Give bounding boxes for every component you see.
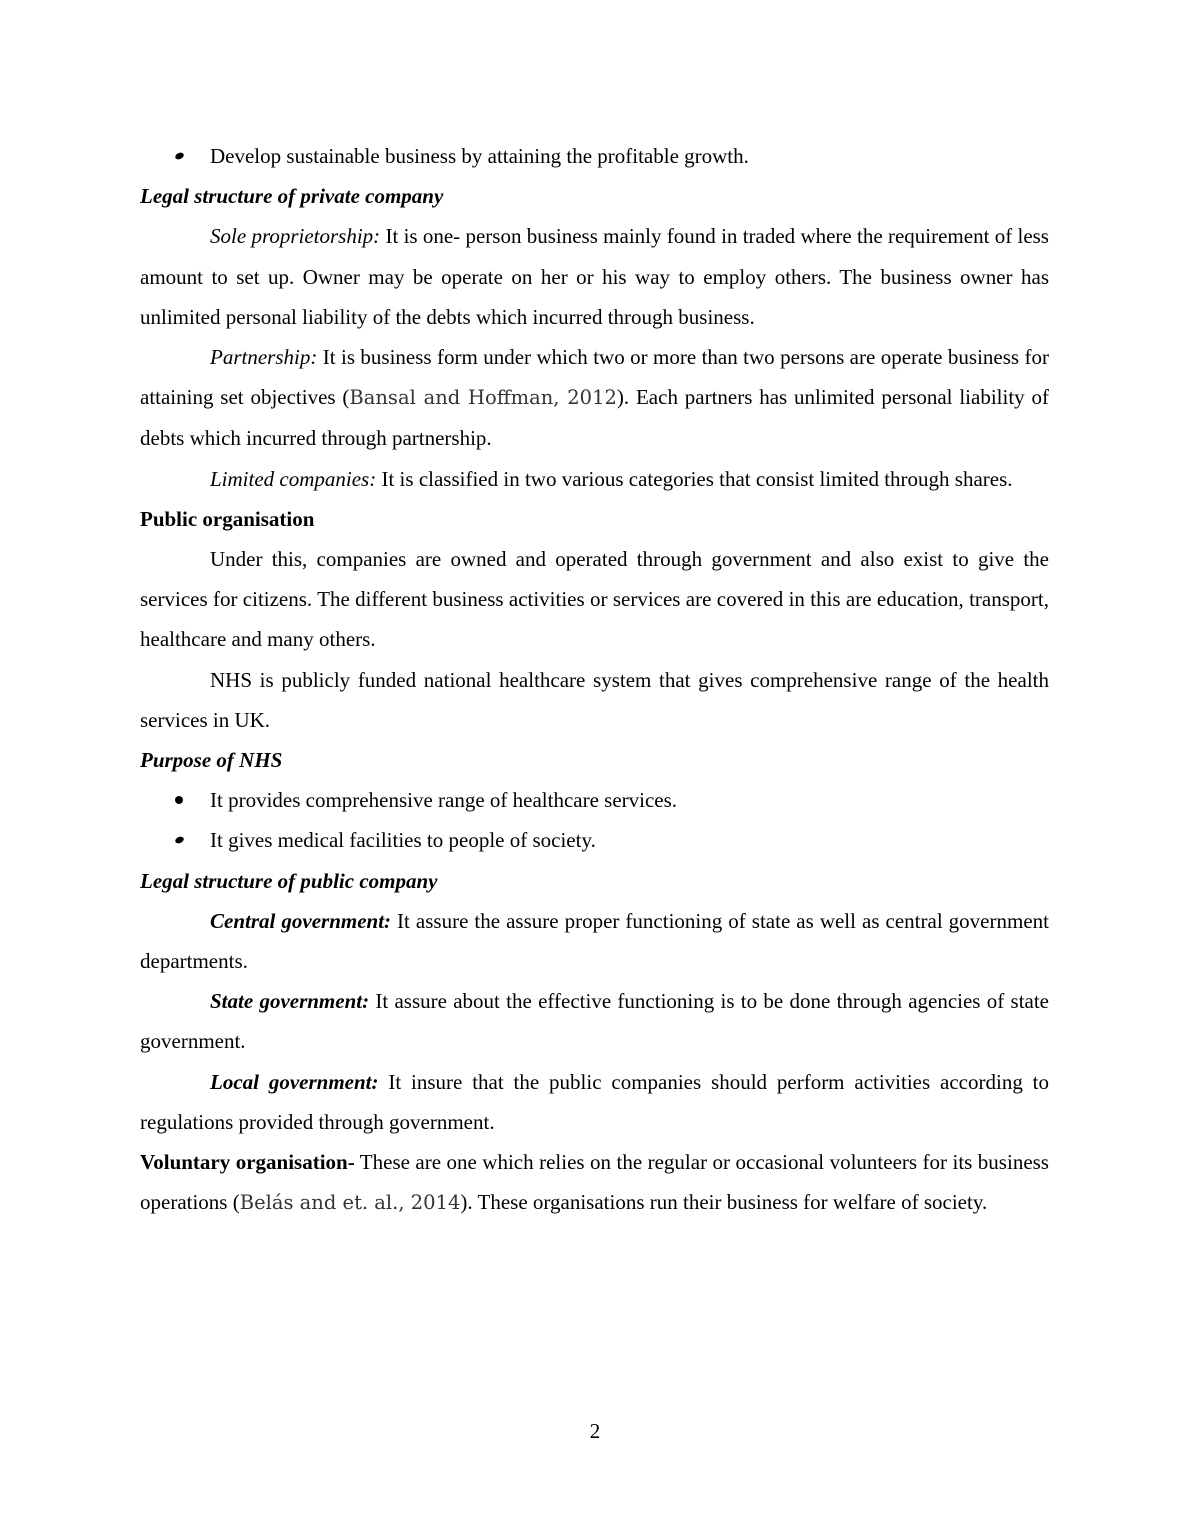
heading-purpose-nhs: Purpose of NHS xyxy=(140,748,283,773)
paragraph-central-government xyxy=(140,901,1049,981)
citation-bansal-hoffman: Bansal and Hoffman, 2012 xyxy=(349,386,617,410)
limited-companies-text: It is classified in two various categories that consist limited through shares. xyxy=(376,466,1013,491)
document-body xyxy=(140,136,1049,1223)
paragraph-voluntary-organisation xyxy=(140,1142,1049,1223)
term-local-government: Local government: xyxy=(210,1069,379,1094)
page-number: 2 xyxy=(589,1419,601,1443)
state-government-text: It assure about the effective functioning is to be done through agencies of state government. xyxy=(140,989,1050,1054)
term-central-government: Central government: xyxy=(210,908,392,933)
list-item xyxy=(140,820,1049,860)
heading-legal-structure-public: Legal structure of public company xyxy=(140,868,438,893)
central-government-text: It assure the assure proper functioning of state as well as central government departments. xyxy=(140,908,1049,974)
bullet-icon xyxy=(174,836,185,845)
voluntary-text-2: ). These organisations run their business for welfare of society. xyxy=(460,1190,988,1215)
term-voluntary-organisation: Voluntary organisation- xyxy=(140,1150,355,1175)
list-item xyxy=(140,780,1049,820)
partnership-text-1: It is business form under which two or more than two persons are operate business for attaining set objectives ( xyxy=(140,345,1049,410)
citation-belas: Belás and et. al., 2014 xyxy=(239,1191,461,1215)
list-item-text: It provides comprehensive range of healthcare services. xyxy=(210,788,678,813)
sole-proprietorship-text: It is one- person business mainly found in traded where the requirement of less amount to set up. Owner may be operate on her or his way to employ others. The business owner has unlimited personal liability of the debts which incurred through business. xyxy=(140,224,1049,329)
paragraph-state-government xyxy=(140,981,1049,1061)
paragraph-partnership xyxy=(140,337,1049,459)
term-state-government: State government: xyxy=(210,989,370,1014)
paragraph-local-government xyxy=(140,1062,1049,1142)
list-item xyxy=(140,136,1049,176)
paragraph-sole-proprietorship xyxy=(140,216,1049,337)
nhs-purpose-list xyxy=(140,780,1049,860)
top-bullet-list xyxy=(140,136,1049,176)
bullet-icon xyxy=(175,796,183,804)
paragraph-public-org-2: NHS is publicly funded national healthcare system that gives comprehensive range of the health services in UK. xyxy=(140,667,1049,732)
list-item-text: It gives medical facilities to people of society. xyxy=(210,828,596,853)
term-sole-proprietorship: Sole proprietorship: xyxy=(210,224,381,249)
heading-legal-structure-private: Legal structure of private company xyxy=(140,184,444,209)
partnership-text-2: ). Each partners has unlimited personal liability of debts which incurred through partnership. xyxy=(140,385,1049,451)
heading-public-organisation: Public organisation xyxy=(140,506,315,531)
term-partnership: Partnership: xyxy=(210,345,318,370)
paragraph-public-org-1: Under this, companies are owned and operated through government and also exist to give the services for citizens. The different business activities or services are covered in this are education, transport, healthcare and many others. xyxy=(140,547,1049,652)
paragraph-limited-companies xyxy=(140,459,1049,499)
bullet-icon xyxy=(174,151,185,160)
term-limited-companies: Limited companies: xyxy=(210,466,377,491)
voluntary-text-1: These are one which relies on the regular or occasional volunteers for its business operations ( xyxy=(140,1150,1049,1215)
list-item-text: Develop sustainable business by attaining the profitable growth. xyxy=(210,144,749,168)
local-government-text: It insure that the public companies should perform activities according to regulations provided through government. xyxy=(140,1069,1049,1134)
